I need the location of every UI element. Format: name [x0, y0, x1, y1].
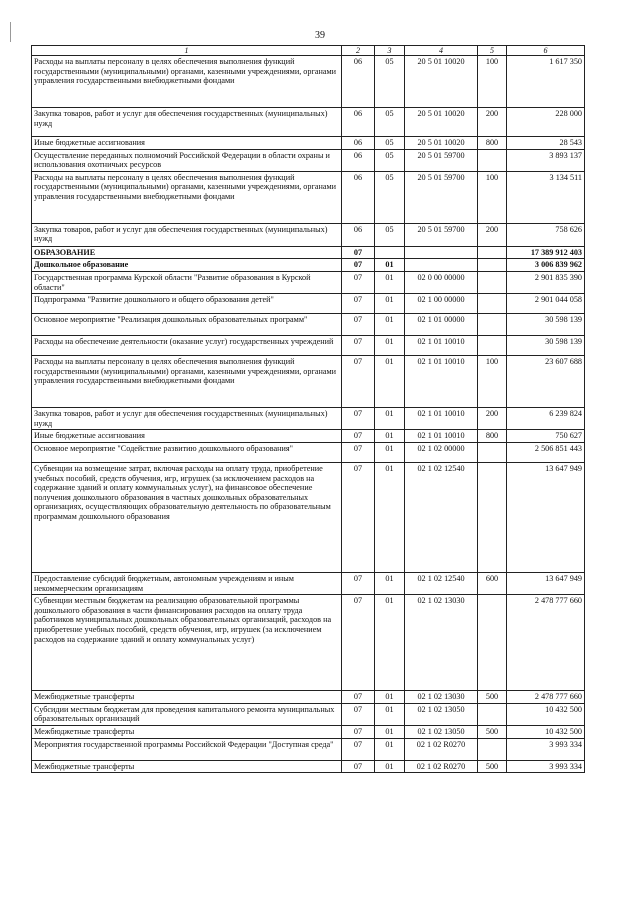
- row-target-article: 02 1 02 13050: [405, 703, 478, 725]
- row-expense-type: [478, 294, 507, 314]
- row-target-article: 02 1 01 10010: [405, 336, 478, 356]
- row-target-article: 02 1 02 12540: [405, 462, 478, 572]
- table-row: [32, 738, 585, 760]
- row-expense-type: 200: [478, 223, 507, 246]
- row-target-article: 20 5 01 10020: [405, 56, 478, 108]
- row-subsection: 01: [375, 595, 405, 691]
- column-header-target-article: 4: [405, 46, 478, 56]
- row-sum: 758 626: [507, 223, 585, 246]
- table-row: [32, 294, 585, 314]
- row-section: 07: [342, 271, 375, 293]
- row-sum: 23 607 688: [507, 356, 585, 408]
- row-expense-type: 100: [478, 356, 507, 408]
- row-name: Расходы на выплаты персоналу в целях обеспечения выполнения функций государственными (муниципальными) органами, казенными учреждениями, органами управления государственными внебюджетными фондами: [32, 171, 342, 223]
- row-expense-type: [478, 314, 507, 336]
- row-section: 06: [342, 108, 375, 137]
- column-header-section: 2: [342, 46, 375, 56]
- row-subsection: 05: [375, 137, 405, 150]
- row-name: Субвенции на возмещение затрат, включая расходы на оплату труда, приобретение учебных пособий, средств обучения, игр, игрушек (за исключением расходов на содержание зданий и оплату коммунальных услуг), на финансовое обеспечение получения дошкольного образования в частных дошкольных образовательных организациях, осуществляющих образовательную деятельность по образовательным программам дошкольного образования: [32, 462, 342, 572]
- row-expense-type: 500: [478, 691, 507, 704]
- row-expense-type: 800: [478, 137, 507, 150]
- row-section: 06: [342, 56, 375, 108]
- row-name: Расходы на выплаты персоналу в целях обеспечения выполнения функций государственными (муниципальными) органами, казенными учреждениями, органами управления государственными внебюджетными фондами: [32, 56, 342, 108]
- table-row: [32, 149, 585, 171]
- row-sum: 10 432 500: [507, 703, 585, 725]
- row-name: Подпрограмма "Развитие дошкольного и общего образования детей": [32, 294, 342, 314]
- row-target-article: [405, 246, 478, 259]
- table-row: [32, 430, 585, 443]
- row-expense-type: 100: [478, 56, 507, 108]
- row-subsection: 01: [375, 703, 405, 725]
- row-sum: 6 239 824: [507, 408, 585, 430]
- row-subsection: 05: [375, 223, 405, 246]
- table-row: [32, 271, 585, 293]
- table-row: [32, 572, 585, 594]
- row-sum: 3 993 334: [507, 760, 585, 773]
- row-target-article: [405, 259, 478, 272]
- row-expense-type: [478, 703, 507, 725]
- row-section: 07: [342, 430, 375, 443]
- table-row: [32, 171, 585, 223]
- row-name: Межбюджетные трансферты: [32, 725, 342, 738]
- row-subsection: 01: [375, 336, 405, 356]
- row-section: 07: [342, 294, 375, 314]
- row-target-article: 02 1 02 12540: [405, 572, 478, 594]
- row-section: 07: [342, 691, 375, 704]
- row-target-article: 02 1 01 10010: [405, 356, 478, 408]
- row-section: 07: [342, 259, 375, 272]
- row-expense-type: [478, 595, 507, 691]
- row-target-article: 02 1 00 00000: [405, 294, 478, 314]
- row-name: Закупка товаров, работ и услуг для обеспечения государственных (муниципальных) нужд: [32, 408, 342, 430]
- row-expense-type: 200: [478, 108, 507, 137]
- row-section: 07: [342, 462, 375, 572]
- row-sum: 3 893 137: [507, 149, 585, 171]
- table-row: [32, 223, 585, 246]
- row-subsection: 01: [375, 462, 405, 572]
- table-row: [32, 691, 585, 704]
- row-section: 07: [342, 595, 375, 691]
- row-sum: 17 389 912 403: [507, 246, 585, 259]
- row-section: 06: [342, 149, 375, 171]
- row-sum: 2 901 835 390: [507, 271, 585, 293]
- row-target-article: 20 5 01 59700: [405, 223, 478, 246]
- table-row: [32, 356, 585, 408]
- row-sum: 30 598 139: [507, 336, 585, 356]
- row-sum: 750 627: [507, 430, 585, 443]
- row-name: Дошкольное образование: [32, 259, 342, 272]
- row-section: 07: [342, 738, 375, 760]
- row-subsection: [375, 246, 405, 259]
- row-sum: 2 901 044 058: [507, 294, 585, 314]
- row-expense-type: [478, 246, 507, 259]
- column-header-name: 1: [32, 46, 342, 56]
- row-target-article: 02 1 02 R0270: [405, 760, 478, 773]
- row-section: 07: [342, 725, 375, 738]
- table-row: [32, 137, 585, 150]
- row-subsection: 01: [375, 314, 405, 336]
- row-sum: 13 647 949: [507, 572, 585, 594]
- column-number-header: [32, 46, 585, 56]
- table-row: [32, 760, 585, 773]
- row-section: 07: [342, 703, 375, 725]
- row-name: Осуществление переданных полномочий Российской Федерации в области охраны и использования охотничьих ресурсов: [32, 149, 342, 171]
- row-target-article: 02 1 02 13030: [405, 691, 478, 704]
- row-expense-type: 100: [478, 171, 507, 223]
- row-subsection: 01: [375, 725, 405, 738]
- row-subsection: 01: [375, 738, 405, 760]
- row-section: 07: [342, 442, 375, 462]
- row-sum: 2 478 777 660: [507, 691, 585, 704]
- row-expense-type: [478, 336, 507, 356]
- row-subsection: 01: [375, 408, 405, 430]
- row-subsection: 01: [375, 442, 405, 462]
- row-sum: 28 543: [507, 137, 585, 150]
- row-expense-type: [478, 442, 507, 462]
- row-section: 06: [342, 223, 375, 246]
- row-expense-type: 600: [478, 572, 507, 594]
- row-section: 07: [342, 572, 375, 594]
- row-expense-type: [478, 271, 507, 293]
- row-name: Государственная программа Курской области "Развитие образования в Курской области": [32, 271, 342, 293]
- row-section: 06: [342, 171, 375, 223]
- row-target-article: 02 1 01 00000: [405, 314, 478, 336]
- row-name: Расходы на выплаты персоналу в целях обеспечения выполнения функций государственными (муниципальными) органами, казенными учреждениями, органами управления государственными внебюджетными фондами: [32, 356, 342, 408]
- table-row: [32, 462, 585, 572]
- table-row: [32, 703, 585, 725]
- row-name: Субвенции местным бюджетам на реализацию образовательной программы дошкольного образования в части финансирования расходов на оплату труда работников муниципальных дошкольных образовательных организаций, расходов на приобретение учебных пособий, средств обучения, игр, игрушек (за исключением расходов на содержание зданий и оплату коммунальных услуг): [32, 595, 342, 691]
- row-expense-type: [478, 462, 507, 572]
- row-subsection: 01: [375, 271, 405, 293]
- row-name: Закупка товаров, работ и услуг для обеспечения государственных (муниципальных) нужд: [32, 108, 342, 137]
- row-name: Расходы на обеспечение деятельности (оказание услуг) государственных учреждений: [32, 336, 342, 356]
- row-sum: 228 000: [507, 108, 585, 137]
- row-section: 07: [342, 246, 375, 259]
- table-row: [32, 56, 585, 108]
- row-sum: 3 134 511: [507, 171, 585, 223]
- row-section: 07: [342, 408, 375, 430]
- column-header-subsection: 3: [375, 46, 405, 56]
- row-expense-type: [478, 259, 507, 272]
- row-target-article: 20 5 01 10020: [405, 108, 478, 137]
- row-name: Закупка товаров, работ и услуг для обеспечения государственных (муниципальных) нужд: [32, 223, 342, 246]
- table-row: [32, 595, 585, 691]
- row-name: Субсидии местным бюджетам для проведения капитального ремонта муниципальных образовательных организаций: [32, 703, 342, 725]
- row-subsection: 01: [375, 294, 405, 314]
- row-sum: 3 993 334: [507, 738, 585, 760]
- row-target-article: 02 1 01 10010: [405, 430, 478, 443]
- row-name: Предоставление субсидий бюджетным, автономным учреждениям и иным некоммерческим организациям: [32, 572, 342, 594]
- row-sum: 30 598 139: [507, 314, 585, 336]
- row-target-article: 20 5 01 59700: [405, 149, 478, 171]
- row-target-article: 02 1 02 00000: [405, 442, 478, 462]
- row-sum: 10 432 500: [507, 725, 585, 738]
- row-sum: 2 478 777 660: [507, 595, 585, 691]
- row-subsection: 01: [375, 356, 405, 408]
- row-section: 07: [342, 336, 375, 356]
- row-section: 07: [342, 314, 375, 336]
- row-name: Иные бюджетные ассигнования: [32, 137, 342, 150]
- row-section: 07: [342, 356, 375, 408]
- row-name: Межбюджетные трансферты: [32, 691, 342, 704]
- row-sum: 3 006 839 962: [507, 259, 585, 272]
- row-expense-type: [478, 738, 507, 760]
- row-target-article: 02 1 02 13050: [405, 725, 478, 738]
- row-section: 06: [342, 137, 375, 150]
- table-row: [32, 314, 585, 336]
- row-target-article: 02 1 01 10010: [405, 408, 478, 430]
- row-name: Иные бюджетные ассигнования: [32, 430, 342, 443]
- row-name: Мероприятия государственной программы Российской Федерации "Доступная среда": [32, 738, 342, 760]
- row-expense-type: [478, 149, 507, 171]
- column-header-expense-type: 5: [478, 46, 507, 56]
- row-expense-type: 500: [478, 725, 507, 738]
- row-target-article: 20 5 01 59700: [405, 171, 478, 223]
- row-sum: 1 617 350: [507, 56, 585, 108]
- table-row: [32, 442, 585, 462]
- table-row: [32, 259, 585, 272]
- row-target-article: 02 1 02 13030: [405, 595, 478, 691]
- row-expense-type: 200: [478, 408, 507, 430]
- table-row: [32, 336, 585, 356]
- row-subsection: 05: [375, 149, 405, 171]
- row-target-article: 02 1 02 R0270: [405, 738, 478, 760]
- table-row: [32, 725, 585, 738]
- row-subsection: 01: [375, 760, 405, 773]
- row-target-article: 02 0 00 00000: [405, 271, 478, 293]
- column-header-sum: 6: [507, 46, 585, 56]
- row-subsection: 01: [375, 430, 405, 443]
- row-subsection: 05: [375, 56, 405, 108]
- row-section: 07: [342, 760, 375, 773]
- page-number: 39: [315, 30, 325, 41]
- row-name: Основное мероприятие "Содействие развитию дошкольного образования": [32, 442, 342, 462]
- row-subsection: 01: [375, 259, 405, 272]
- budget-table: [31, 45, 585, 773]
- row-expense-type: 500: [478, 760, 507, 773]
- table-row: [32, 408, 585, 430]
- row-target-article: 20 5 01 10020: [405, 137, 478, 150]
- row-name: ОБРАЗОВАНИЕ: [32, 246, 342, 259]
- row-subsection: 01: [375, 691, 405, 704]
- table-row: [32, 246, 585, 259]
- row-subsection: 01: [375, 572, 405, 594]
- row-sum: 2 506 851 443: [507, 442, 585, 462]
- row-name: Основное мероприятие "Реализация дошкольных образовательных программ": [32, 314, 342, 336]
- row-expense-type: 800: [478, 430, 507, 443]
- row-subsection: 05: [375, 108, 405, 137]
- row-sum: 13 647 949: [507, 462, 585, 572]
- row-subsection: 05: [375, 171, 405, 223]
- row-name: Межбюджетные трансферты: [32, 760, 342, 773]
- table-row: [32, 108, 585, 137]
